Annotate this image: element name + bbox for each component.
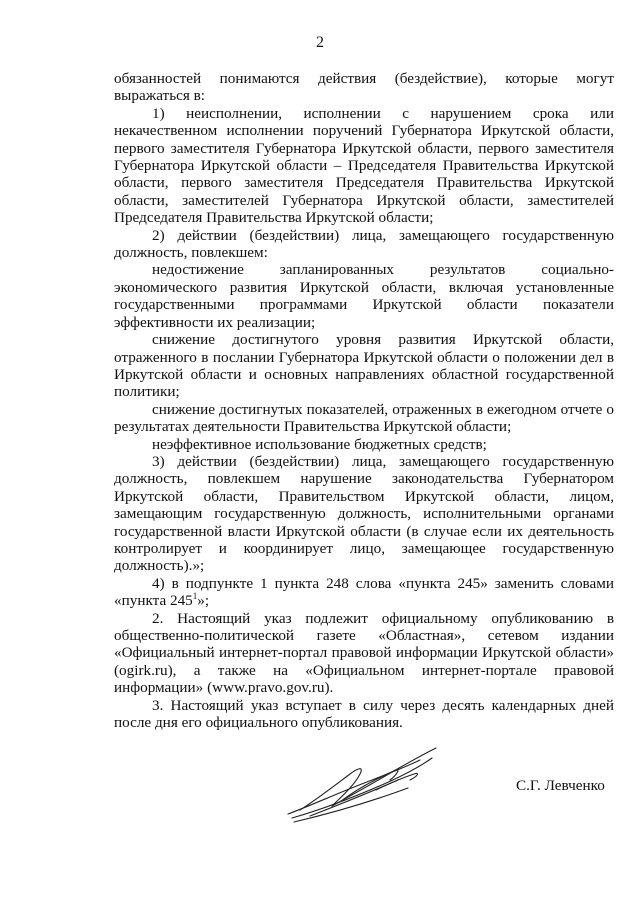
- signatory-name: С.Г. Левченко: [516, 777, 605, 794]
- paragraph-8-text: 4) в подпункте 1 пункта 248 слова «пункта 245» заменить словами «пункта 245: [114, 574, 614, 610]
- paragraph-0: обязанностей понимаются действия (бездействие), которые могут выражаться в:: [114, 70, 614, 105]
- paragraph-3: недостижение запланированных результатов социально-экономического развития Иркутской области, включая установленные государственными программами Иркутской области показатели эффективности их реализации;: [114, 261, 614, 331]
- paragraph-7: 3) действии (бездействии) лица, замещающего государственную должность, повлекшем нарушение законодательства Губернатором Иркутской области, Правительством Иркутской области, лицом, замещающим государственную должность, исполнительными органами государственной власти Иркутской области (в случае если их деятельность контролирует и координирует лицо, замещающее государственную должность).»;: [114, 452, 614, 575]
- paragraph-6: неэффективное использование бюджетных средств;: [152, 435, 487, 453]
- paragraph-10: 3. Настоящий указ вступает в силу через десять календарных дней после дня его официального опубликования.: [114, 696, 614, 732]
- paragraph-5: снижение достигнутых показателей, отраженных в ежегодном отчете о результатах деятельности Правительства Иркутской области;: [114, 400, 614, 436]
- paragraph-8-superscript: 1: [192, 591, 198, 602]
- page-number: 2: [316, 34, 324, 51]
- handwritten-signature: [280, 740, 460, 830]
- paragraph-2: 2) действии (бездействии) лица, замещающего государственную должность, повлекшем:: [114, 226, 614, 262]
- document-body: [114, 70, 614, 731]
- paragraph-8-tail: »;: [197, 592, 210, 610]
- paragraph-4: снижение достигнутого уровня развития Иркутской области, отраженного в послании Губернатора Иркутской области о положении дел в Иркутской области и основных направлениях областной государственной политики;: [114, 331, 614, 401]
- paragraph-8: [114, 575, 614, 610]
- paragraph-1: 1) неисполнении, исполнении с нарушением срока или некачественном исполнении поручений Губернатора Иркутской области, первого заместителя Губернатора Иркутской области, первого заместителя Губернатора Иркутской области – Председателя Правительства Иркутской области, первого заместителя Председателя Правительства Иркутской области, заместителей Губернатора Иркутской области, заместителей Председателя Правительства Иркутской области;: [114, 104, 614, 227]
- paragraph-9: 2. Настоящий указ подлежит официальному опубликованию в общественно-политической газете «Областная», сетевом издании «Официальный интернет-портал правовой информации Иркутской области» (ogirk.ru), а также на «Официальном интернет-портале правовой информации» (www.pravo.gov.ru).: [114, 609, 614, 697]
